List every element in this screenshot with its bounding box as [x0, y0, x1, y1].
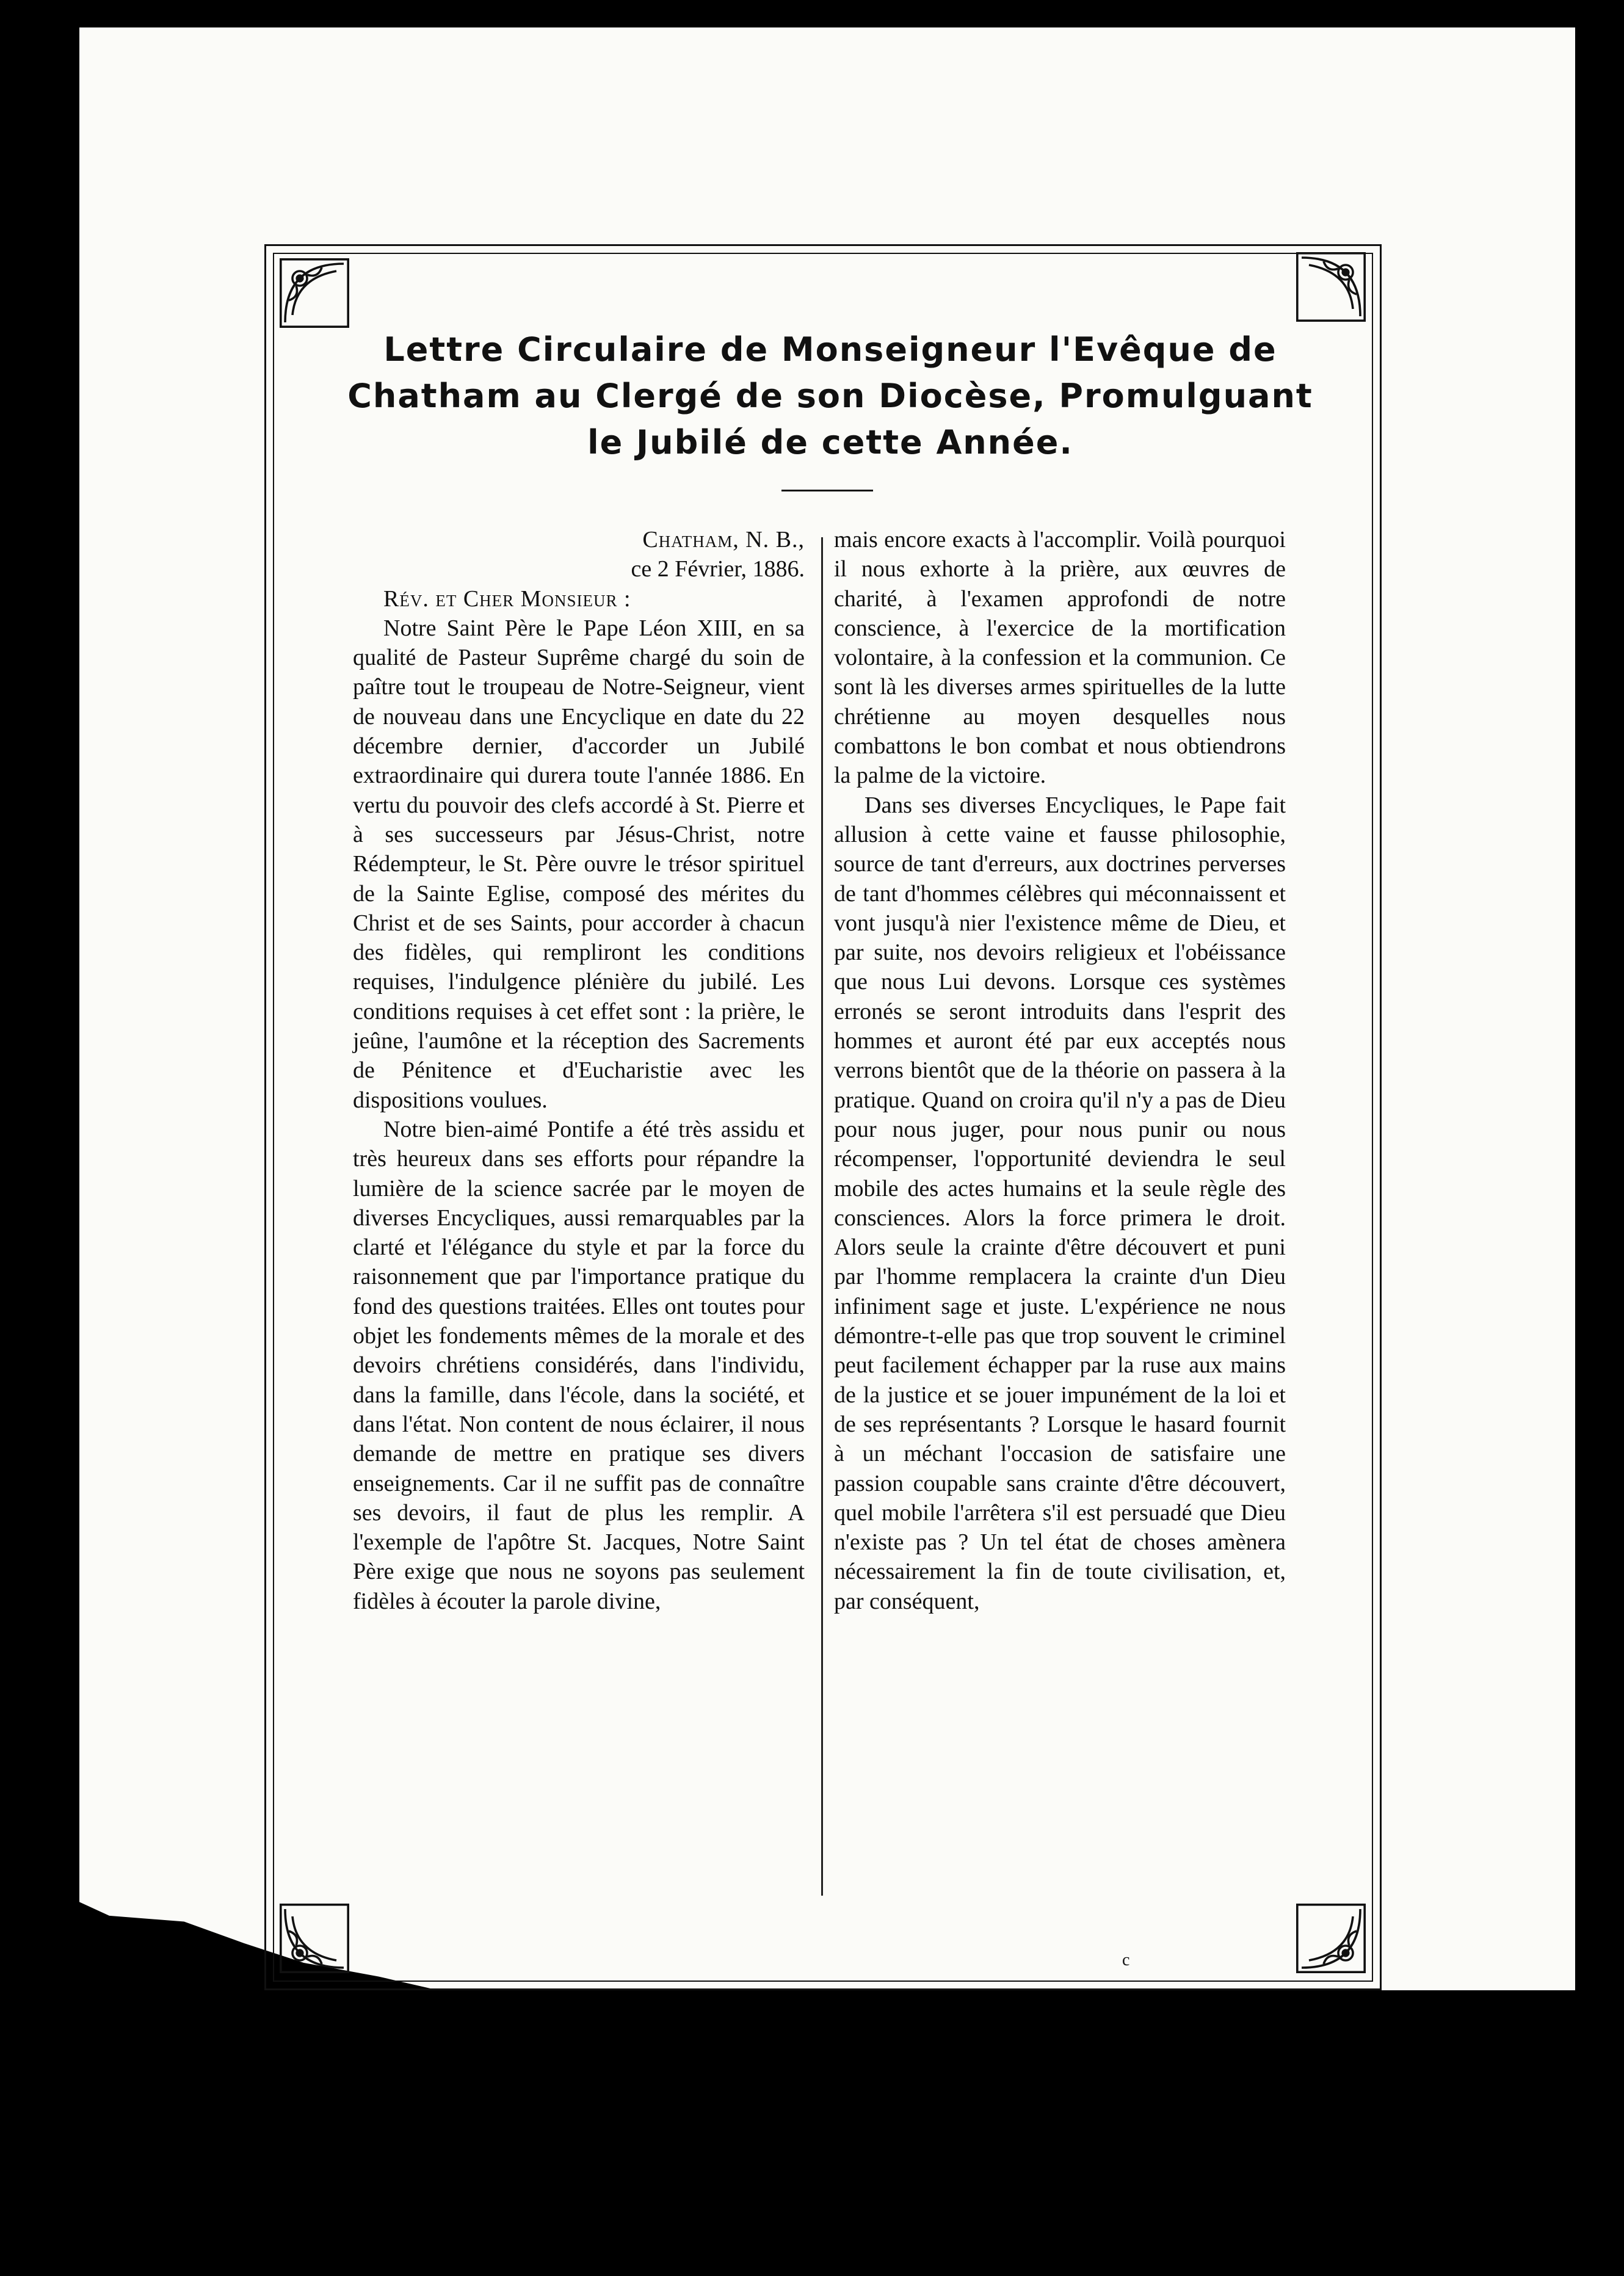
- paragraph: Dans ses diverses Encycliques, le Pape fait allusion à cette vaine et fausse philosophie, source de tant d'erreurs, aux doctrines perverses de tant d'hommes célèbres qui méconnaissent et vont jusqu'à nier l'existence même de Dieu, et par suite, nos devoirs religieux et l'obéissance que nous Lui devons. Lorsque ces systèmes erronés se seront introduits dans l'esprit des hommes et auront été par eux acceptés nous verrons bientôt que de la théorie on passera à la pratique. Quand on croira qu'il n'y a pas de Dieu pour nous juger, pour nous punir ou nous récompenser, l'opportunité deviendra le seul mobile des actes humains et la seule règle des consciences. Alors la force primera le droit. Alors seule la crainte d'être découvert et puni par l'homme remplacera la crainte d'un Dieu infiniment sage et juste. L'expérience ne nous démontre-t-elle pas que trop souvent le criminel peut facilement échapper par la ruse aux mains de la justice et se jouer impunément de la loi et de ses représentants ? Lorsque le hasard fournit à un méchant l'occasion de satisfaire une passion coupable sans crainte d'être découvert, quel mobile l'arrêtera s'il est persuadé que Dieu n'existe pas ? Un tel état de choses amènera nécessairement la fin de toute civilisation, et, par conséquent,: [834, 792, 1286, 1614]
- left-column: [353, 525, 805, 1616]
- floral-corner-ornament-icon: [278, 256, 351, 330]
- column-divider: [821, 537, 823, 1896]
- floral-corner-ornament-icon: [1294, 250, 1368, 324]
- document-title: Lettre Circulaire de Monseigneur l'Evêque de Chatham au Clergé de son Diocèse, Promulguant le Jubilé de cette Année.: [347, 330, 1313, 462]
- floral-corner-ornament-icon: [1294, 1902, 1368, 1975]
- margin-mark: [131, 150, 168, 152]
- dateline-place: Chatham, N. B.,: [642, 527, 805, 553]
- dateline-date: ce 2 Février, 1886.: [631, 556, 805, 582]
- footer-mark: c: [1122, 1951, 1130, 1970]
- title-separator: [781, 490, 873, 491]
- paragraph: Notre bien-aimé Pontife a été très assidu et très heureux dans ses efforts pour répandre la lumière de la science sacrée par le moyen de diverses Encycliques, aussi remarquables par la clarté et l'élégance du style et par la force du raisonnement que par l'importance pratique du fond des questions traitées. Elles ont toutes pour objet les fondements mêmes de la morale et des devoirs chrétiens considérés, dans l'individu, dans la famille, dans l'école, dans la société, et dans l'état. Non content de nous éclairer, il nous demande de mettre en pratique ses divers enseignements. Car il ne suffit pas de connaître ses devoirs, il faut de plus les remplir. A l'exemple de l'apôtre St. Jacques, Notre Saint Père exige que nous ne soyons pas seulement fidèles à écouter la parole divine,: [353, 1116, 805, 1614]
- salutation: Rév. et Cher Monsieur :: [383, 585, 631, 612]
- paragraph: mais encore exacts à l'accomplir. Voilà pourquoi il nous exhorte à la prière, aux œuvres de charité, à l'examen approfondi de notre conscience, à l'exercice de la mortification volontaire, à la confession et la communion. Ce sont là les diverses armes spirituelles de la lutte chrétienne au moyen desquelles nous combattons le bon combat et nous obtiendrons la palme de la victoire.: [834, 527, 1286, 789]
- right-column: [834, 525, 1286, 1616]
- floral-corner-ornament-icon: [278, 1902, 351, 1975]
- paragraph: Notre Saint Père le Pape Léon XIII, en sa qualité de Pasteur Suprême chargé du soin de paître tout le troupeau de Notre-Seigneur, vient de nouveau dans une Encyclique en date du 22 décembre dernier, d'accorder un Jubilé extraordinaire qui durera toute l'année 1886. En vertu du pouvoir des clefs accordé à St. Pierre et à ses successeurs par Jésus-Christ, notre Rédempteur, le St. Père ouvre le trésor spirituel de la Sainte Eglise, composé des mérites du Christ et de ses Saints, pour accorder à chacun des fidèles, qui rempliront les conditions requises, l'indulgence plénière du jubilé. Les conditions requises à cet effet sont : la prière, le jeûne, l'aumône et la réception des Sacrements de Pénitence et d'Eucharistie avec les dispositions voulues.: [353, 615, 805, 1113]
